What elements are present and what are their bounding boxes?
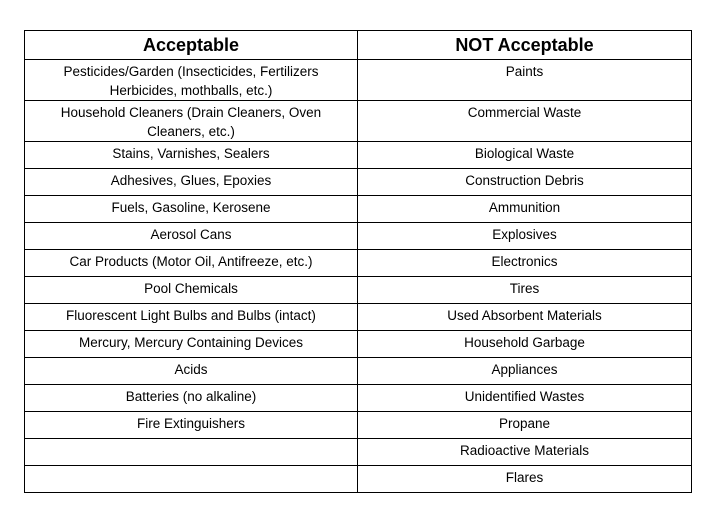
acceptable-cell: Stains, Varnishes, Sealers [25,142,358,169]
table-row [25,142,692,169]
acceptable-cell: Pool Chemicals [25,277,358,304]
not-acceptable-cell: Explosives [358,223,692,250]
table-row [25,250,692,277]
not-acceptable-cell: Used Absorbent Materials [358,304,692,331]
table-row [25,169,692,196]
header-acceptable: Acceptable [25,31,358,60]
acceptable-cell: Mercury, Mercury Containing Devices [25,331,358,358]
waste-table-container [24,30,691,493]
not-acceptable-cell: Electronics [358,250,692,277]
table-row [25,439,692,466]
acceptable-cell: Acids [25,358,358,385]
table-row [25,358,692,385]
acceptable-cell [25,439,358,466]
acceptable-cell: Aerosol Cans [25,223,358,250]
table-row [25,304,692,331]
table-row [25,331,692,358]
acceptable-cell: Household Cleaners (Drain Cleaners, Oven Cleaners, etc.) [25,101,358,142]
acceptable-cell: Batteries (no alkaline) [25,385,358,412]
header-row [25,31,692,60]
not-acceptable-cell: Appliances [358,358,692,385]
waste-acceptance-table [24,30,692,493]
table-row [25,466,692,493]
not-acceptable-cell: Commercial Waste [358,101,692,142]
header-not-acceptable: NOT Acceptable [358,31,692,60]
acceptable-cell [25,466,358,493]
table-row [25,60,692,101]
table-row [25,196,692,223]
not-acceptable-cell: Tires [358,277,692,304]
table-row [25,223,692,250]
acceptable-cell: Pesticides/Garden (Insecticides, Fertilizers Herbicides, mothballs, etc.) [25,60,358,101]
acceptable-cell: Fuels, Gasoline, Kerosene [25,196,358,223]
acceptable-cell: Fluorescent Light Bulbs and Bulbs (intact) [25,304,358,331]
table-row [25,101,692,142]
not-acceptable-cell: Construction Debris [358,169,692,196]
not-acceptable-cell: Flares [358,466,692,493]
not-acceptable-cell: Ammunition [358,196,692,223]
table-row [25,277,692,304]
acceptable-cell: Car Products (Motor Oil, Antifreeze, etc.) [25,250,358,277]
not-acceptable-cell: Paints [358,60,692,101]
not-acceptable-cell: Propane [358,412,692,439]
not-acceptable-cell: Radioactive Materials [358,439,692,466]
table-row [25,385,692,412]
not-acceptable-cell: Biological Waste [358,142,692,169]
not-acceptable-cell: Unidentified Wastes [358,385,692,412]
acceptable-cell: Adhesives, Glues, Epoxies [25,169,358,196]
not-acceptable-cell: Household Garbage [358,331,692,358]
table-row [25,412,692,439]
acceptable-cell: Fire Extinguishers [25,412,358,439]
